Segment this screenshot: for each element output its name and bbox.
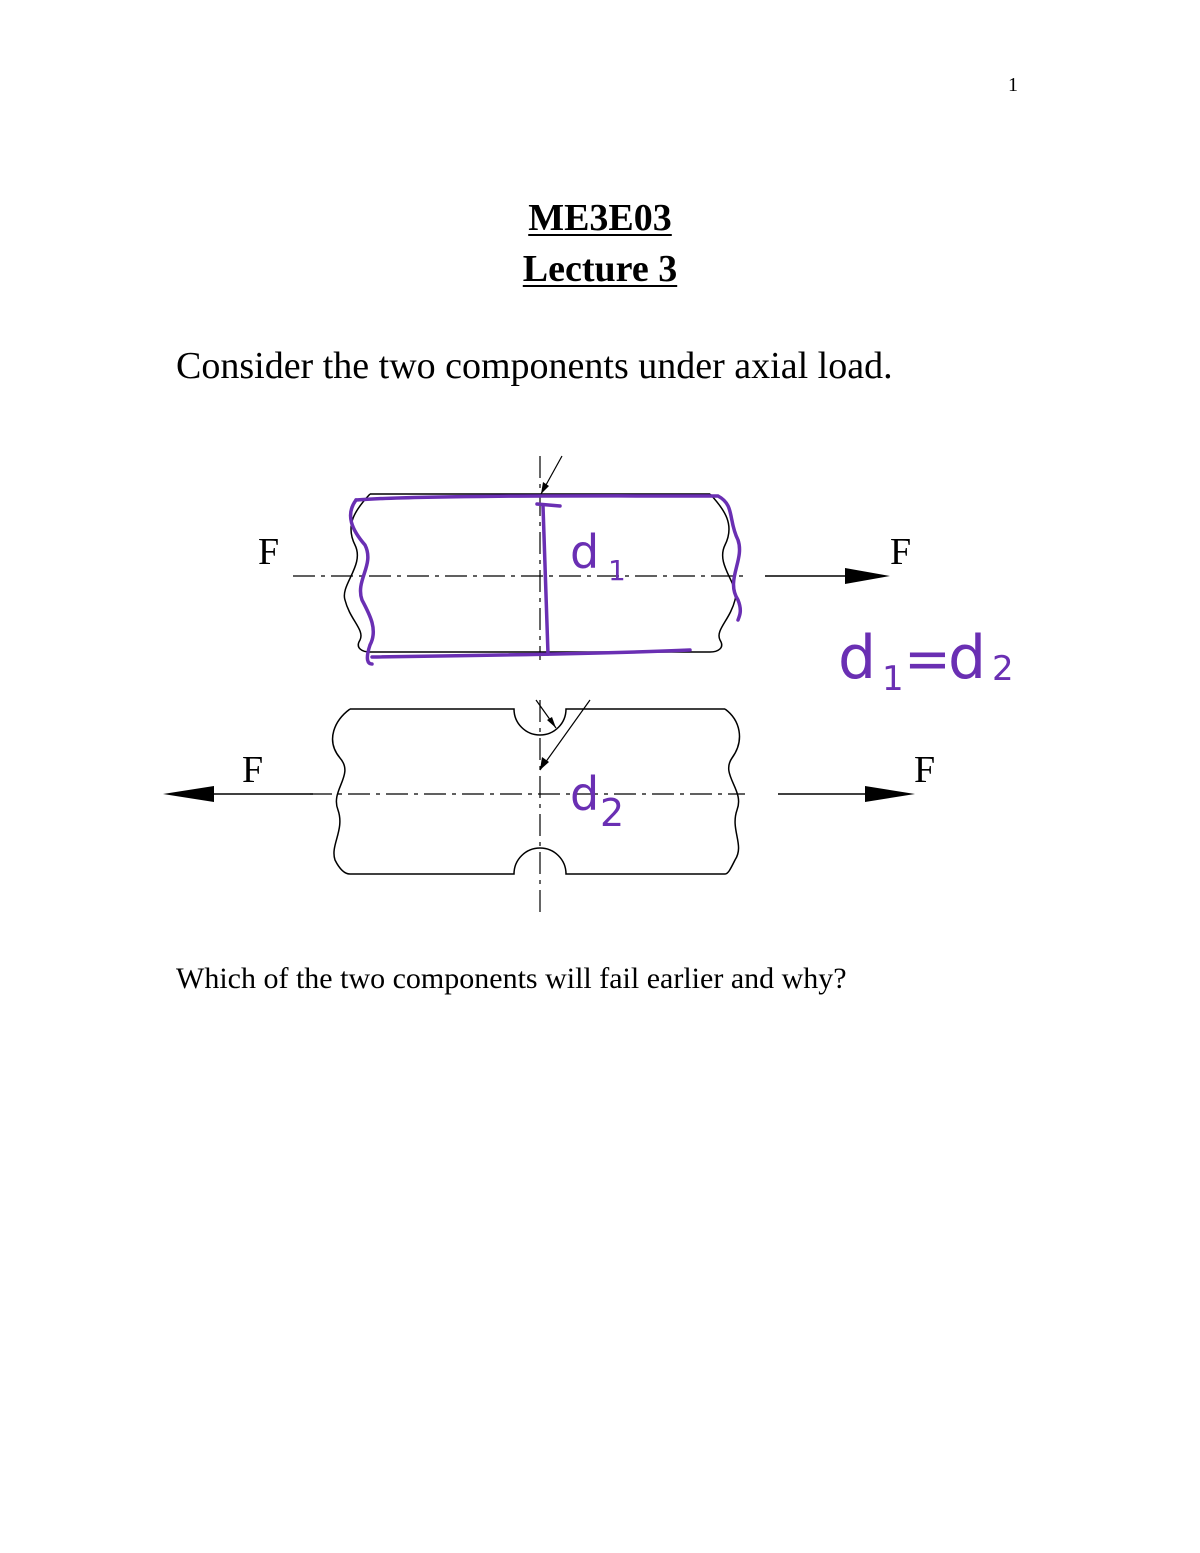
force-arrow-right-bottom [778, 786, 915, 802]
page-number: 1 [1008, 74, 1018, 96]
annotation-d2-subscript: 2 [600, 791, 625, 835]
lecture-title: Lecture 3 [522, 248, 678, 290]
annotation-eq-right: d [948, 623, 987, 693]
course-code: ME3E03 [528, 197, 672, 239]
force-label-bottom-left: F [242, 749, 264, 791]
annotation-d1-subscript: 1 [608, 554, 626, 587]
annotation-eq-left-subscript: 1 [882, 659, 904, 699]
force-label-top-right: F [890, 531, 912, 573]
force-label-top-left: F [258, 531, 280, 573]
intro-text: Consider the two components under axial load. [176, 345, 893, 387]
notched-bar-component [333, 709, 740, 874]
force-label-bottom-right: F [914, 749, 936, 791]
annotation-eq-right-subscript: 2 [992, 649, 1014, 689]
question-text: Which of the two components will fail earlier and why? [176, 962, 847, 995]
annotation-eq-sign: = [904, 627, 951, 692]
annotation-d2: d [570, 767, 600, 821]
force-arrow-right-top [765, 568, 890, 584]
force-arrow-left-bottom [163, 786, 313, 802]
annotation-eq-left: d [838, 623, 877, 693]
handwritten-markup-top [351, 496, 741, 664]
annotation-d1: d [570, 525, 600, 579]
dimension-arrow-notch [547, 717, 556, 728]
dimension-arrow-top [541, 482, 549, 494]
dimension-leader-bottom [540, 700, 590, 770]
